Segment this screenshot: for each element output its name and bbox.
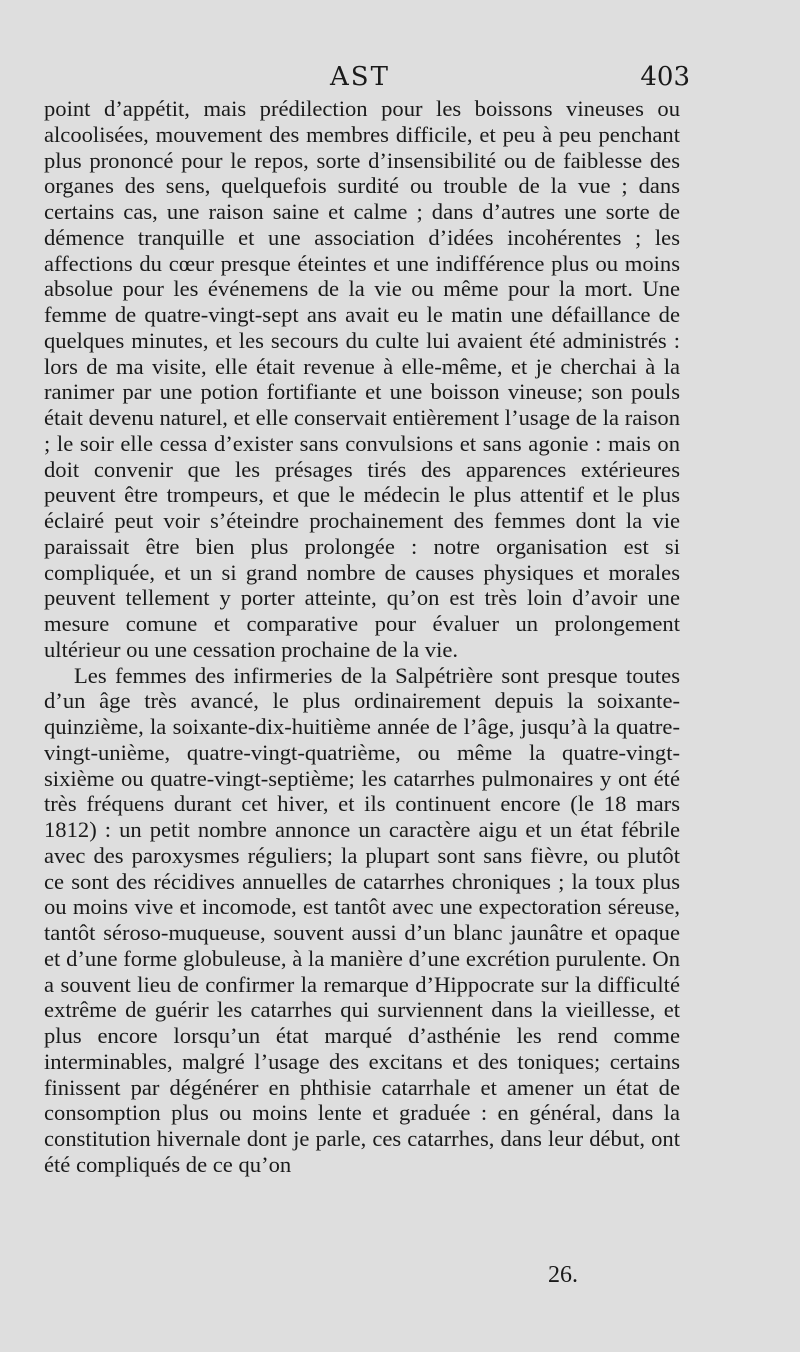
body-text	[44, 96, 680, 1178]
paragraph-continuation: point d’appétit, mais prédilection pour les boissons vineuses ou alcoolisées, mouvement des membres difficile, et peu à peu penchant plus prononcé pour le repos, sorte d’insensibilité ou de faiblesse des organes des sens, quelquefois surdité ou trouble de la vue ; dans certains cas, une raison saine et calme ; dans d’autres une sorte de démence tranquille et une association d’idées incohérentes ; les affections du cœur presque éteintes et une indifférence plus ou moins absolue pour les événemens de la vie ou même pour la mort. Une femme de quatre-vingt-sept ans avait eu le matin une défaillance de quelques minutes, et les secours du culte lui avaient été administrés : lors de ma visite, elle était revenue à elle-même, et je cherchai à la ranimer par une potion fortifiante et une boisson vineuse; son pouls était devenu naturel, et elle conservait entièrement l’usage de la raison ; le soir elle cessa d’exister sans convulsions et sans agonie : mais on doit convenir que les présages tirés des apparences extérieures peuvent être trompeurs, et que le médecin le plus attentif et le plus éclairé peut voir s’éteindre prochainement des femmes dont la vie paraissait être bien plus prolongée : notre organisation est si compliquée, et un si grand nombre de causes physiques et morales peuvent tellement y porter atteinte, qu’on est très loin d’avoir une mesure comune et comparative pour évaluer un prolongement ultérieur ou une cessation prochaine de la vie.	[44, 96, 680, 662]
running-header	[40, 62, 690, 96]
running-title: AST	[330, 62, 390, 92]
signature-mark: 26.	[548, 1262, 578, 1288]
paragraph-salpetriere: Les femmes des infirmeries de la Salpétrière sont presque toutes d’un âge très avancé, le plus ordinairement depuis la soixante-quinzième, la soixante-dix-huitième année de l’âge, jusqu’à la quatre-vingt-unième, quatre-vingt-quatrième, ou même la quatre-vingt-sixième ou quatre-vingt-septième; les catarrhes pulmonaires y ont été très fréquens durant cet hiver, et ils continuent encore (le 18 mars 1812) : un petit nombre annonce un caractère aigu et un état fébrile avec des paroxysmes réguliers; la plupart sont sans fièvre, ou plutôt ce sont des récidives annuelles de catarrhes chroniques ; la toux plus ou moins vive et incomode, est tantôt avec une expectoration séreuse, tantôt séroso-muqueuse, souvent aussi d’un blanc jaunâtre et opaque et d’une forme globuleuse, à la manière d’une excrétion purulente. On a souvent lieu de confirmer la remarque d’Hippocrate sur la difficulté extrême de guérir les catarrhes qui surviennent dans la vieillesse, et plus encore lorsqu’un état marqué d’asthénie les rend comme interminables, malgré l’usage des excitans et des toniques; certains finissent par dégénérer en phthisie catarrhale et amener un état de consomption plus ou moins lente et graduée : en général, dans la constitution hivernale dont je parle, ces catarrhes, dans leur début, ont été compliqués de ce qu’on	[44, 662, 680, 1177]
page-number: 403	[640, 62, 690, 92]
